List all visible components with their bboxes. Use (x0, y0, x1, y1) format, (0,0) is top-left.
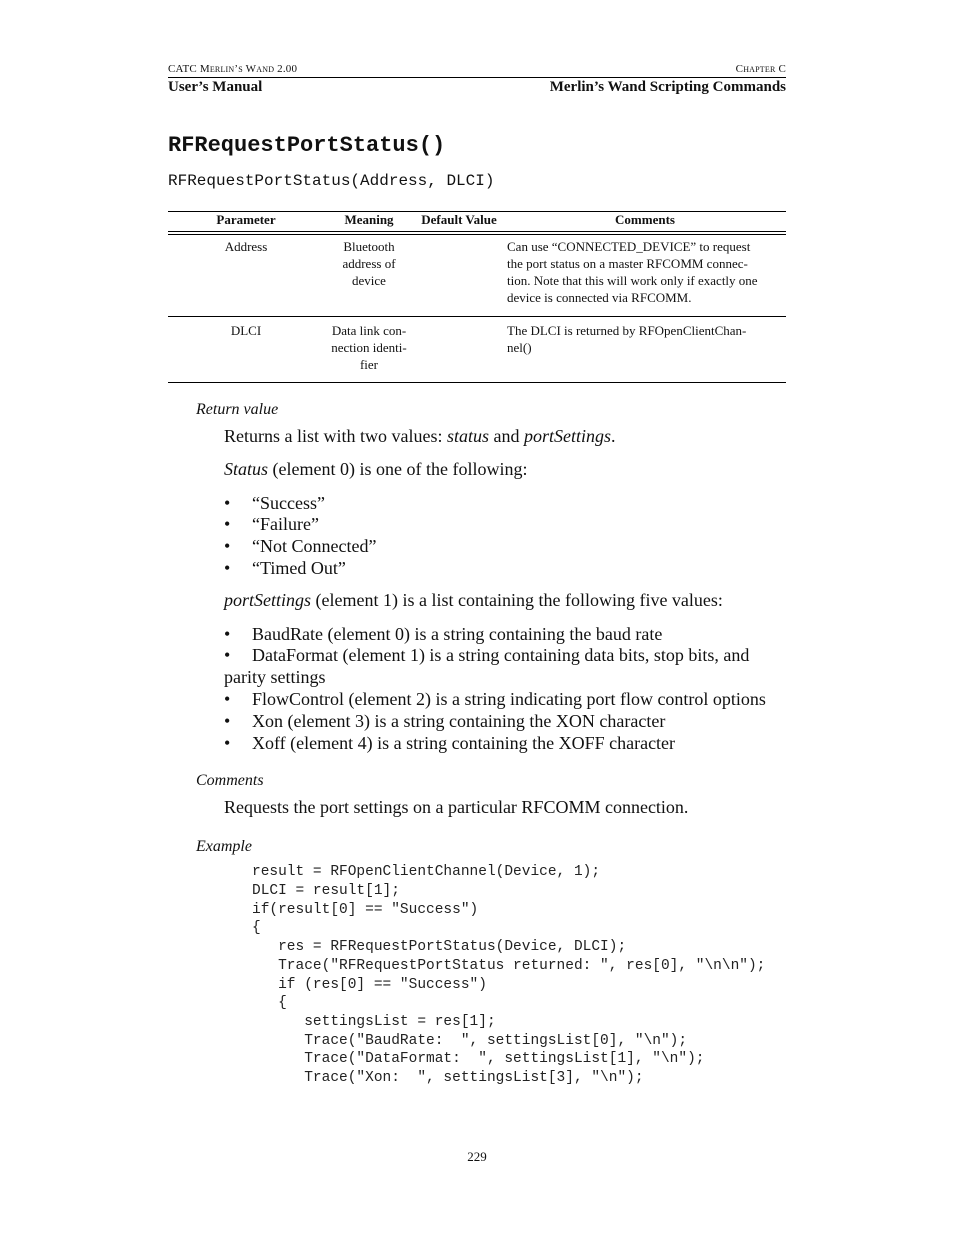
page-number: 229 (467, 1149, 487, 1164)
header-rule (168, 77, 786, 78)
table-header-default-value: Default Value (421, 212, 497, 227)
code-line: Trace("BaudRate: ", settingsList[0], "\n"); (252, 1033, 688, 1049)
return-value-label: Return value (196, 401, 279, 418)
list-item: • Xoff (element 4) is a string containing the XOFF character (224, 733, 676, 753)
header-section-title: Merlin’s Wand Scripting Commands (549, 79, 786, 95)
cell-comments-line: device is connected via RFCOMM. (507, 290, 692, 305)
list-item-text: Xoff (element 4) is a string containing the XOFF character (252, 733, 676, 753)
code-line: result = RFOpenClientChannel(Device, 1); (252, 864, 601, 880)
header-manual-title: User’s Manual (168, 79, 263, 95)
header-product-name: CATC Merlin’s Wand 2.00 (168, 63, 298, 75)
cell-meaning-line: Bluetooth (343, 239, 395, 254)
running-header-left (168, 63, 297, 75)
list-item: • BaudRate (element 0) is a string containing the baud rate (224, 624, 663, 644)
cell-comments-line: Can use “CONNECTED_DEVICE” to request (507, 239, 751, 254)
return-value-summary (224, 426, 616, 447)
cell-comments-line: the port status on a master RFCOMM connec- (507, 256, 748, 271)
table-row-divider (168, 316, 786, 317)
comments-label: Comments (196, 772, 264, 789)
table-header-rule-1 (168, 231, 786, 232)
table-header-parameter: Parameter (216, 212, 276, 227)
cell-meaning (324, 322, 414, 373)
cell-meaning-line: fier (359, 357, 379, 372)
status-intro-text: (element 0) is one of the following: (268, 459, 528, 479)
list-item-text: FlowControl (element 2) is a string indicating port flow control options (252, 689, 766, 709)
list-item: • “Success” (224, 493, 325, 513)
page-title: RFRequestPortStatus() (168, 133, 446, 158)
list-item-text: “Failure” (252, 514, 319, 534)
cell-meaning-line: Data link con- (331, 323, 407, 338)
code-line: if (res[0] == "Success") (252, 977, 487, 993)
list-item: • Xon (element 3) is a string containing the XON character (224, 711, 666, 731)
list-item: • FlowControl (element 2) is a string indicating port flow control options (224, 689, 766, 709)
list-item-text: Xon (element 3) is a string containing the XON character (252, 711, 666, 731)
cell-comments-line: The DLCI is returned by RFOpenClientChan- (507, 323, 747, 338)
cell-comments-line: nel() (507, 340, 532, 355)
comments-text: Requests the port settings on a particular RFCOMM connection. (224, 797, 689, 817)
code-line: if(result[0] == "Success") (252, 902, 479, 918)
list-item-text: “Timed Out” (252, 558, 346, 578)
list-item-text: DataFormat (element 1) is a string containing data bits, stop bits, and (252, 645, 750, 665)
portsettings-intro-text: (element 1) is a list containing the following five values: (311, 590, 723, 610)
status-intro (224, 459, 527, 480)
summary-text: Returns a list with two values: (224, 426, 447, 446)
code-line: Trace("Xon: ", settingsList[3], "\n"); (252, 1070, 644, 1086)
code-line: { (252, 920, 261, 936)
cell-meaning (328, 238, 410, 289)
code-line: { (252, 995, 287, 1011)
cell-meaning-line: device (352, 273, 386, 288)
table-header-meaning: Meaning (344, 212, 394, 227)
table-header-rule-2 (168, 234, 786, 235)
list-item: • DataFormat (element 1) is a string containing data bits, stop bits, and (224, 645, 750, 665)
list-item-text: “Success” (252, 493, 325, 513)
summary-em-status: status (446, 426, 489, 446)
summary-text: and (489, 426, 524, 446)
cell-comments (507, 322, 787, 356)
list-item: • “Not Connected” (224, 536, 377, 556)
code-line: Trace("RFRequestPortStatus returned: ", res[0], "\n\n"); (252, 958, 766, 974)
code-line: settingsList = res[1]; (252, 1014, 496, 1030)
list-item-text: “Not Connected” (252, 536, 377, 556)
list-item-continuation (224, 666, 794, 688)
code-line: res = RFRequestPortStatus(Device, DLCI); (252, 939, 627, 955)
summary-text: . (611, 426, 616, 446)
cell-parameter: DLCI (230, 323, 262, 338)
status-em: Status (224, 459, 269, 479)
table-header-comments: Comments (615, 212, 675, 227)
table-bottom-rule (168, 382, 786, 383)
cell-comments (507, 238, 787, 306)
function-signature: RFRequestPortStatus(Address, DLCI) (168, 172, 495, 190)
portsettings-intro (224, 590, 723, 611)
code-line: DLCI = result[1]; (252, 883, 400, 899)
portsettings-em: portSettings (224, 590, 312, 610)
example-label: Example (196, 838, 252, 855)
cell-parameter: Address (224, 239, 268, 254)
list-item-text: BaudRate (element 0) is a string containing the baud rate (252, 624, 663, 644)
code-line: Trace("DataFormat: ", settingsList[1], "\n"); (252, 1051, 705, 1067)
running-header-right (736, 63, 786, 75)
header-chapter: Chapter C (735, 63, 786, 75)
list-item: • “Failure” (224, 514, 319, 534)
list-item-text: parity settings (224, 667, 326, 687)
cell-comments-line: tion. Note that this will work only if exactly one (507, 273, 758, 288)
summary-em-portsettings: portSettings (524, 426, 612, 446)
list-item: • “Timed Out” (224, 558, 346, 578)
cell-meaning-line: address of (342, 256, 396, 271)
cell-meaning-line: nection identi- (331, 340, 407, 355)
